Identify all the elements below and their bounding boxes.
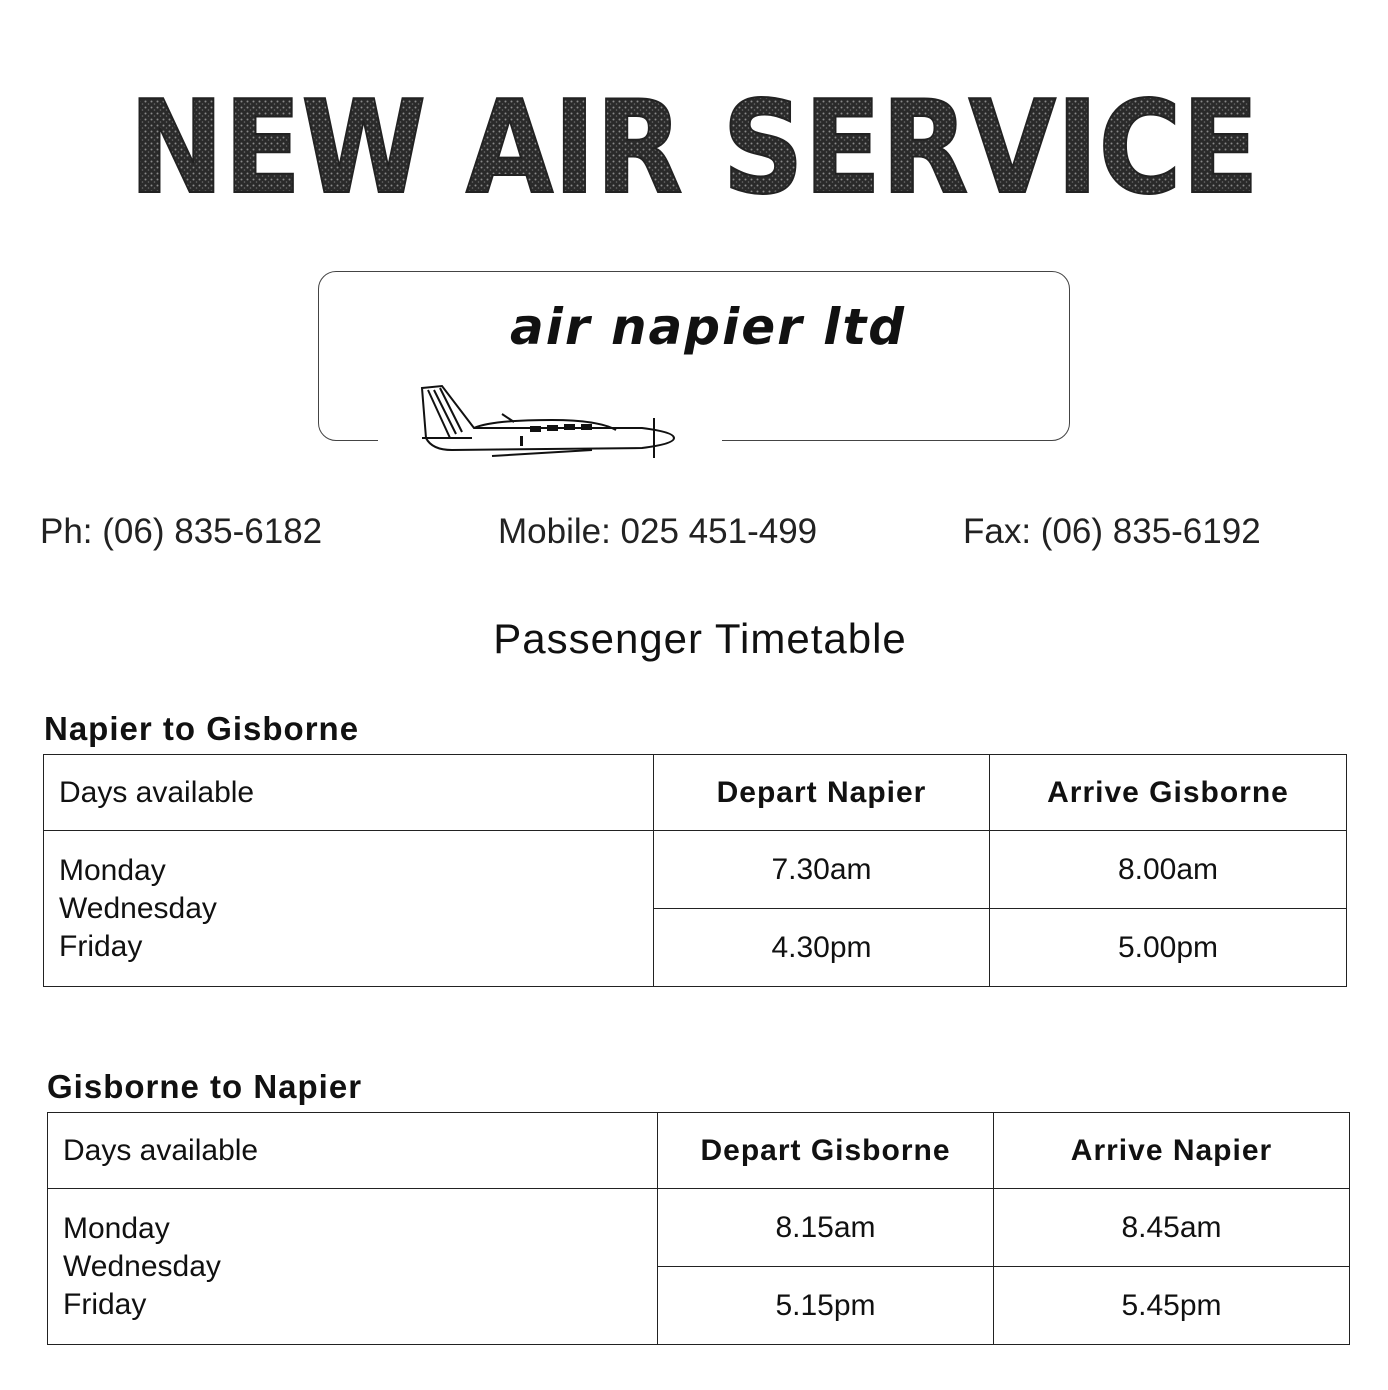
- phone-number: Ph: (06) 835-6182: [40, 512, 323, 551]
- column-header-arrive: Arrive Napier: [994, 1113, 1350, 1189]
- arrive-time: 5.00pm: [990, 909, 1347, 987]
- timetable-napier-gisborne: [43, 754, 1347, 987]
- fax-number: Fax: (06) 835-6192: [963, 512, 1261, 551]
- table-header-row: [48, 1113, 1350, 1189]
- depart-time: 4.30pm: [654, 909, 990, 987]
- arrive-time: 5.45pm: [994, 1267, 1350, 1345]
- day-label: Friday: [59, 929, 143, 963]
- day-label: Wednesday: [59, 891, 217, 925]
- days-cell: [44, 831, 654, 987]
- table-row: [44, 831, 1347, 909]
- column-header-arrive: Arrive Gisborne: [990, 755, 1347, 831]
- table-header-row: [44, 755, 1347, 831]
- section-heading-gisborne-napier: Gisborne to Napier: [47, 1068, 363, 1105]
- column-header-days: Days available: [44, 755, 654, 831]
- timetable-gisborne-napier: [47, 1112, 1350, 1345]
- arrive-time: 8.45am: [994, 1189, 1350, 1267]
- depart-time: 5.15pm: [658, 1267, 994, 1345]
- day-label: Friday: [63, 1287, 147, 1321]
- airplane-icon: [412, 378, 684, 464]
- arrive-time: 8.00am: [990, 831, 1347, 909]
- depart-time: 8.15am: [658, 1189, 994, 1267]
- day-label: Monday: [59, 853, 166, 887]
- table-row: [48, 1189, 1350, 1267]
- mobile-number: Mobile: 025 451-499: [498, 512, 818, 551]
- company-name: air napier ltd: [510, 298, 907, 356]
- days-cell: [48, 1189, 658, 1345]
- page-title: Passenger Timetable: [493, 615, 907, 662]
- section-heading-napier-gisborne: Napier to Gisborne: [44, 710, 360, 747]
- day-label: Monday: [63, 1211, 170, 1245]
- day-label: Wednesday: [63, 1249, 221, 1283]
- headline-banner: [0, 70, 1388, 220]
- depart-time: 7.30am: [654, 831, 990, 909]
- headline-graphic: [0, 70, 1388, 220]
- column-header-depart: Depart Gisborne: [658, 1113, 994, 1189]
- headline-text: NEW AIR SERVICE: [129, 74, 1259, 220]
- column-header-days: Days available: [48, 1113, 658, 1189]
- column-header-depart: Depart Napier: [654, 755, 990, 831]
